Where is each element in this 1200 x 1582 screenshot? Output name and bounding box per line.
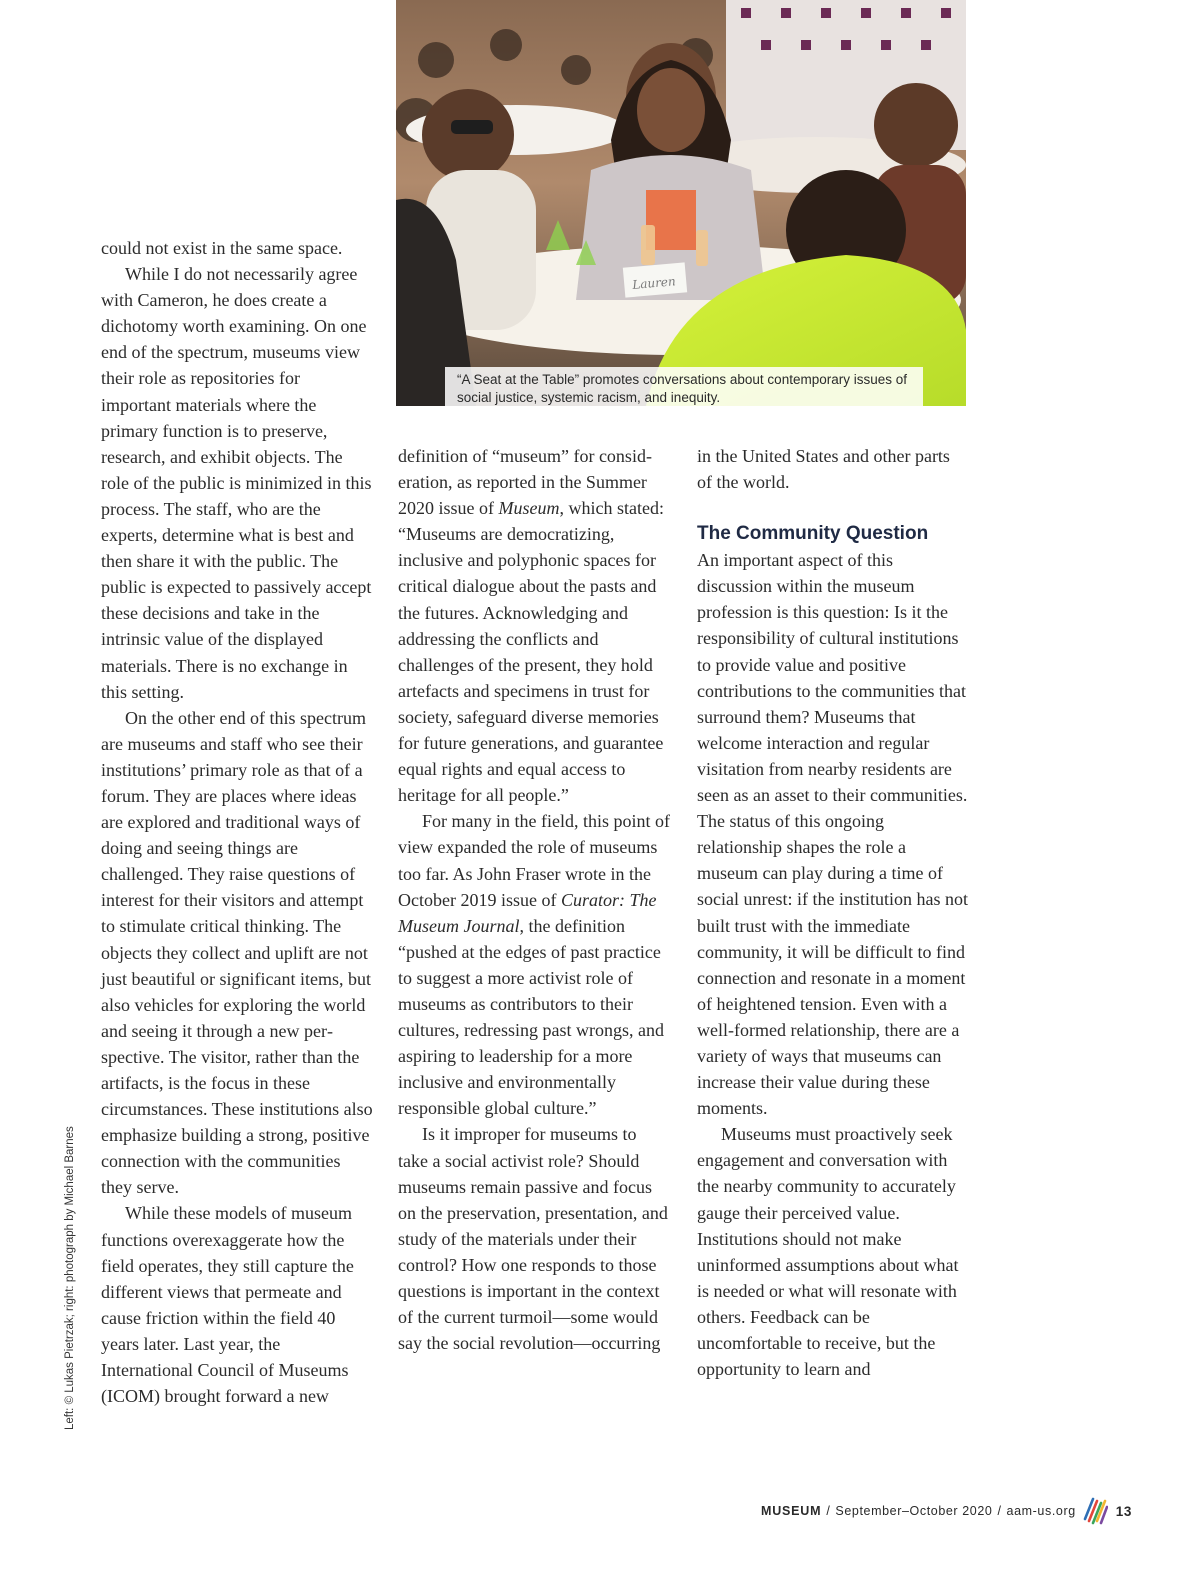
paragraph: in the United States and other parts of the world.: [697, 446, 950, 493]
text-run: definition of “museum” for consideration, as reported in the Summer 2020 issue of: [398, 446, 652, 519]
publication-name: MUSEUM: [760, 1504, 822, 1518]
photo-illustration: [396, 0, 966, 406]
place-card-text: Lauren: [631, 274, 677, 292]
photo-caption: “A Seat at the Table” promotes conversations about contemporary issues of social justice, systemic racism, and inequity.: [457, 372, 907, 405]
text-run: , which stated: “Museums are democratizing, inclusive and polyphonic spaces for critical dialogue about the pasts and the futures. Acknowledging and addressing the conflicts and challenges of the present, they hold artefacts and specimens in trust for society, safeguard diverse memories for future generations, and guarantee equal rights and equal access to heritage for all people.”: [398, 498, 664, 806]
paragraph: could not exist in the same space.: [101, 238, 343, 258]
paragraph: While I do not necessarily agree with Cameron, he does create a dichotomy worth examining. On one end of the spectrum, museums view their role as repositories for important materials where the primary function is to preserve, research, and exhibit objects. The role of the public is minimized in this process. The staff, who are the experts, determine what is best and then share it with the public. The public is expected to passively accept these decisions and take in the intrinsic value of the displayed materials. There is no exchange in this setting.: [101, 264, 372, 702]
paragraph: An important aspect of this discussion within the museum profession is this question: Is it the responsibility of cultural institutions to provide value and positive contributions to the communities that surround them? Museums that welcome interaction and regular visitation from nearby residents are seen as an asset to their communities. The status of this ongoing relationship shapes the role a museum can play during a time of social unrest: if the institution has not built trust with the immediate community, it will be difficult to find connection and resonate in a moment of heightened tension. Even with a well-formed relationship, there are a variety of ways that museums can increase their value during these moments.: [697, 550, 968, 1119]
article-column-middle: [398, 443, 670, 1356]
paragraph: Museums must proactively seek engagement and conversation with the nearby community to accurately gauge their perceived value. Institutions should not make uninformed assumptions about what is needed or what will resonate with others. Feedback can be uncomfortable to receive, but the opportunity to learn and: [697, 1124, 959, 1380]
event-photo: [396, 0, 966, 406]
section-heading: The Community Question: [697, 523, 929, 545]
article-column-right: [697, 443, 969, 1382]
article-column-left: [101, 235, 373, 1409]
text-run: , the definition “pushed at the edges of past practice to suggest a more activist role of museums as contributors to their cultures, redressing past wrongs, and aspiring to leadership for a more inclusive and environmentally responsible global culture.”: [398, 915, 664, 1119]
footer-separator: /: [826, 1504, 831, 1518]
page-footer: [761, 1500, 1132, 1522]
paragraph: [398, 443, 670, 808]
text-run: For many in the field, this point of view expanded the role of museums too far. As John Fraser wrote in the October 2019 issue of: [398, 811, 670, 910]
publication-title: Curator: The Museum Journal: [398, 889, 657, 936]
publication-title: Museum: [498, 498, 560, 519]
paragraph: While these models of museum functions overexaggerate how the field operates, they still capture the different views that permeate and cause friction within the field 40 years later. Last year, the International Council of Museums (ICOM) brought forward a new: [101, 1203, 354, 1407]
paragraph: Is it improper for museums to take a social activist role? Should museums remain passive and focus on the preservation, presentation, and study of the materials under their control? How one responds to those questions is important in the context of the current turmoil—some would say the social revolution—occurring: [398, 1124, 668, 1354]
paragraph: On the other end of this spectrum are museums and staff who see their institutions’ primary role as that of a forum. They are places where ideas are explored and traditional ways of doing and seeing things are challenged. They raise questions of interest for their visitors and attempt to stimulate critical thinking. The objects they collect and uplift are not just beautiful or significant items, but also vehicles for exploring the world and seeing it through a new perspective. The visitor, rather than the artifacts, is the focus in these circumstances. These institutions also emphasize building a strong, positive connection with the communities they serve.: [101, 707, 373, 1198]
aam-logo-icon: [1082, 1495, 1108, 1528]
paragraph: [398, 808, 670, 1121]
website-link[interactable]: aam-us.org: [1006, 1504, 1076, 1518]
issue-date: September–October 2020: [835, 1504, 993, 1518]
photo-credit: Left: © Lukas Pietrzak; right: photograph by Michael Barnes: [64, 1126, 76, 1430]
page-number: 13: [1115, 1503, 1132, 1519]
footer-separator: /: [997, 1504, 1002, 1518]
aam-logo-graphic: [1082, 1495, 1108, 1525]
